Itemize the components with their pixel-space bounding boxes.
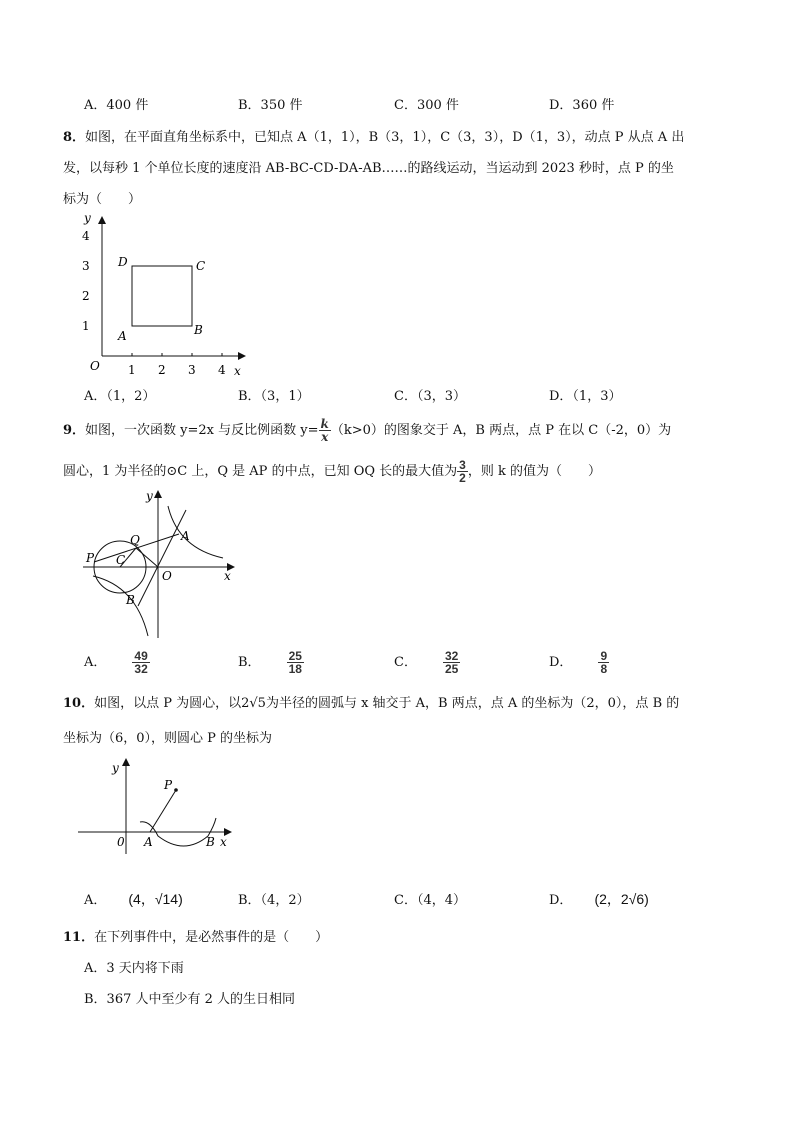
q10-option-d-label: D．	[549, 893, 573, 908]
q11-line	[63, 926, 328, 945]
q9-option-d-label: D．	[549, 655, 573, 670]
q11-number: 11．	[63, 930, 95, 945]
q9-frac-x: x	[319, 430, 331, 443]
q9-point-q: Q	[130, 533, 140, 547]
q9-stem-line1a: 如图，一次函数 y=2x 与反比例函数 y=	[85, 423, 319, 438]
q10-option-c: C．（4，4）	[394, 893, 466, 908]
q9-option-b-fraction	[287, 650, 304, 675]
q8-x-label: x	[234, 364, 241, 378]
q10-center-dot	[174, 788, 178, 792]
q9-origin-label: O	[162, 569, 172, 583]
q9-option-b	[238, 647, 304, 679]
q7-option-a: A．400 件	[84, 98, 149, 113]
q9-number: 9．	[63, 423, 86, 438]
q10-stem-line2: 坐标为（6，0），则圆心 P 的坐标为	[63, 731, 273, 746]
q9-option-d-num: 9	[600, 649, 608, 663]
q8-ytick-4: 4	[82, 229, 90, 243]
q9-fraction-k-over-x	[319, 418, 331, 443]
q9-point-c: C	[116, 553, 126, 567]
q10-option-a-label: A．	[84, 893, 107, 908]
q9-stem-line2a: 圆心，1 为半径的⊙C 上，Q 是 AP 的中点，已知 OQ 长的最大值为	[63, 464, 458, 479]
q9-option-c	[394, 647, 460, 679]
q10-point-p: P	[164, 778, 173, 792]
q8-origin-label: O	[90, 359, 100, 373]
q9-point-a: A	[181, 529, 190, 543]
q9-stem-line2b: ，则 k 的值为（ ）	[467, 464, 601, 479]
q9-line2	[63, 455, 601, 489]
q7-option-d: D．360 件	[549, 98, 615, 113]
q9-option-b-den: 18	[288, 662, 302, 676]
q9-option-d-fraction	[598, 650, 609, 675]
q7-option-b: B．350 件	[238, 98, 303, 113]
q10-number: 10．	[63, 696, 95, 711]
q9-option-a	[84, 647, 150, 679]
q8-ytick-3: 3	[82, 259, 90, 273]
q8-xtick-2: 2	[158, 363, 166, 377]
q8-point-c: C	[196, 259, 206, 273]
q11-stem: 在下列事件中，是必然事件的是（ ）	[94, 930, 329, 945]
q8-stem-line2: 发，以每秒 1 个单位长度的速度沿 AB-BC-CD-DA-AB……的路线运动，当运动到 2023 秒时，点 P 的坐	[63, 161, 674, 176]
q7-option-c: C．300 件	[394, 98, 459, 113]
q9-option-c-fraction	[443, 650, 460, 675]
q9-y-label: y	[146, 489, 153, 503]
q8-option-b: B．（3，1）	[238, 389, 310, 404]
q9-segment-oq	[136, 548, 158, 567]
q8-xtick-1: 1	[128, 363, 136, 377]
q10-option-a-value: (4，√14)	[128, 891, 183, 907]
q8-stem-line3: 标为（ ）	[63, 192, 142, 207]
q10-y-label: y	[112, 761, 119, 775]
q10-stem-line1a: 如图，以点 P 为圆心，以	[94, 696, 242, 711]
q10-origin-label: 0	[117, 835, 125, 849]
q9-option-a-label: A．	[84, 655, 107, 670]
q9-stem-line1b: （k>0）的图象交于 A，B 两点，点 P 在以 C（-2，0）为	[330, 423, 672, 438]
q9-option-a-fraction	[132, 650, 149, 675]
q9-hyperbola-upper	[168, 506, 223, 558]
q8-point-b: B	[194, 323, 203, 337]
q9-option-c-num: 32	[444, 649, 459, 663]
q10-x-label: x	[220, 835, 227, 849]
q10-radius: 2√5	[241, 696, 266, 711]
q9-frac-k: k	[320, 417, 329, 431]
q10-point-b: B	[206, 835, 215, 849]
q10-option-b: B．（4，2）	[238, 893, 310, 908]
q9-line1	[63, 414, 671, 448]
q9-point-b: B	[126, 593, 135, 607]
q10-stem-line1b: 为半径的圆弧与 x 轴交于 A，B 两点，点 A 的坐标为（2，0），点 B 的	[265, 696, 680, 711]
q8-square	[132, 266, 192, 326]
q9-point-p: P	[86, 551, 95, 565]
q9-option-d	[549, 647, 609, 679]
q8-figure	[74, 208, 254, 378]
q8-option-a: A．（1，2）	[84, 389, 156, 404]
q8-option-c: C．（3，3）	[394, 389, 466, 404]
q8-point-d: D	[118, 255, 128, 269]
q10-option-d-value: (2，2√6)	[594, 891, 649, 907]
q10-figure	[74, 756, 240, 856]
q10-segment-pa	[150, 790, 176, 832]
q8-point-a: A	[118, 329, 127, 343]
q9-frac-2: 2	[459, 471, 466, 485]
q9-option-a-den: 32	[134, 662, 148, 676]
q10-option-d	[549, 889, 649, 909]
q8-y-label: y	[84, 211, 91, 225]
q8-number: 8．	[63, 130, 86, 145]
q8-xtick-3: 3	[188, 363, 196, 377]
q11-option-a: A．3 天内将下雨	[84, 961, 184, 976]
q10-option-a	[84, 889, 183, 909]
q8-line1	[63, 126, 684, 145]
q9-figure	[78, 488, 248, 640]
q9-option-d-den: 8	[600, 662, 608, 676]
q11-option-b: B．367 人中至少有 2 人的生日相同	[84, 992, 296, 1007]
q9-x-label: x	[224, 569, 231, 583]
q8-ytick-1: 1	[82, 319, 90, 333]
q9-line-y-2x	[138, 510, 186, 606]
q9-frac-3: 3	[459, 458, 466, 472]
q8-stem-line1: 如图，在平面直角坐标系中，已知点 A（1，1），B（3，1），C（3，3），D（1，3），动点 P 从点 A 出	[85, 130, 685, 145]
q9-option-c-den: 25	[444, 662, 459, 676]
q8-ytick-2: 2	[82, 289, 90, 303]
q8-xtick-4: 4	[218, 363, 226, 377]
q9-fraction-three-halves	[457, 459, 468, 484]
q9-option-c-label: C．	[394, 655, 417, 670]
q10-line1	[63, 692, 679, 711]
q10-point-a: A	[144, 835, 153, 849]
q9-option-b-label: B．	[238, 655, 261, 670]
q8-option-d: D．（1，3）	[549, 389, 622, 404]
q9-option-b-num: 25	[288, 649, 302, 663]
q9-option-a-num: 49	[134, 649, 148, 663]
